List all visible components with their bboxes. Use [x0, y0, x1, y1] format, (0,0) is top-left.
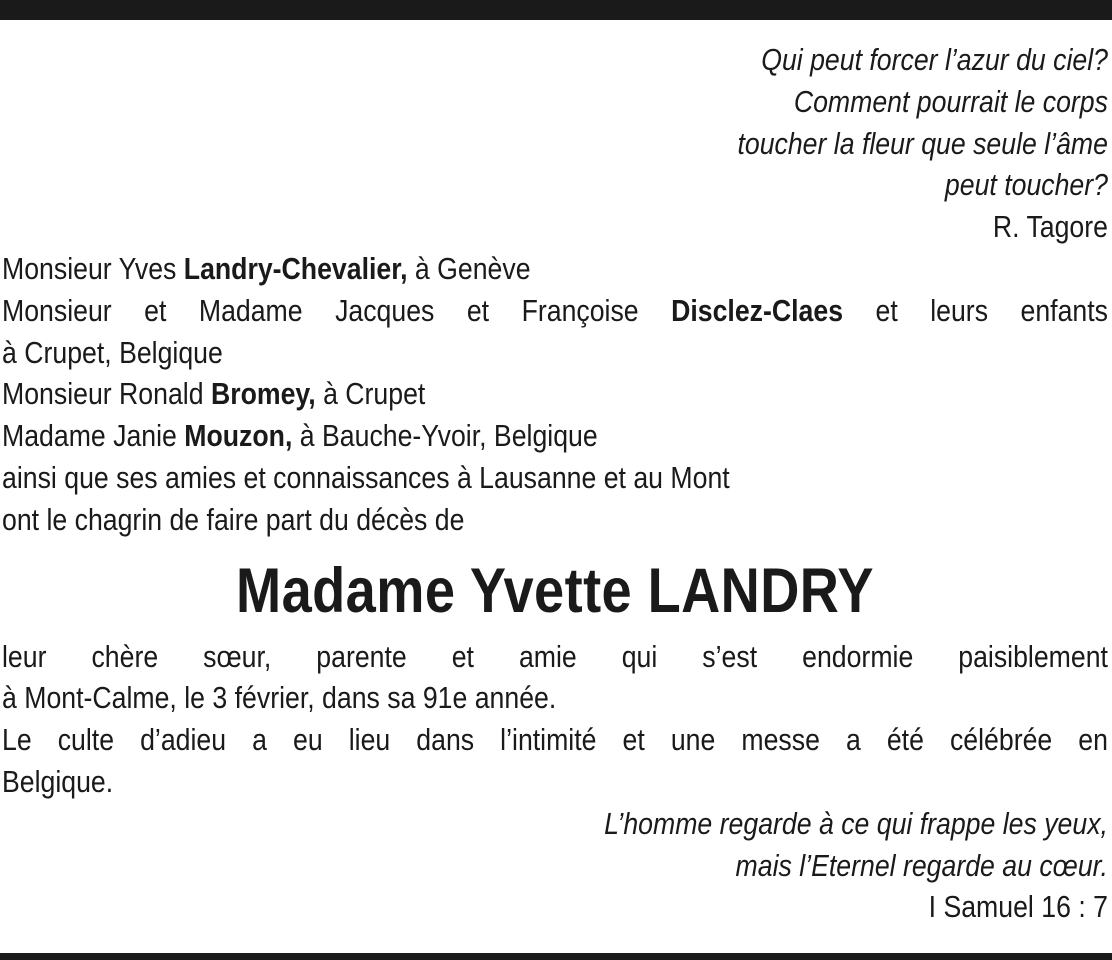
mourner-text: Madame Janie — [2, 418, 185, 454]
mourner-line — [2, 373, 1108, 415]
epigraph-line: toucher la fleur que seule l’âme — [737, 125, 1108, 161]
mourner-line — [2, 290, 1108, 332]
mourner-surname: Mouzon, — [184, 418, 293, 454]
mourner-text: à Bauche-Yvoir, Belgique — [292, 418, 598, 454]
mourner-text: Monsieur et Madame Jacques et Françoise — [2, 292, 672, 328]
mourner-text: et leurs enfants — [843, 292, 1108, 328]
epigraph-bottom — [2, 803, 1108, 928]
body-line: leur chère sœur, parente et amie qui s’est endormie paisiblement — [2, 638, 1108, 674]
epigraph-line: Comment pourrait le corps — [793, 83, 1108, 119]
mourner-line: à Crupet, Belgique — [2, 334, 223, 370]
mourners-list — [2, 248, 1108, 541]
epigraph-line: mais l’Eternel regarde au cœur. — [735, 847, 1108, 883]
deceased-name: Madame Yvette LANDRY — [236, 555, 874, 626]
mourner-line — [2, 248, 1108, 290]
epigraph-author: R. Tagore — [992, 209, 1108, 245]
mourner-text: à Genève — [407, 250, 531, 286]
epigraph-line: peut toucher? — [944, 167, 1108, 203]
mourner-line: ainsi que ses amies et connaissances à Lausanne et au Mont — [2, 459, 730, 495]
mourner-text: Monsieur Ronald — [2, 376, 211, 412]
mourner-surname: Disclez-Claes — [671, 292, 844, 328]
epigraph-line: Qui peut forcer l’azur du ciel? — [761, 42, 1108, 77]
top-rule — [0, 0, 1112, 20]
body-line: Belgique. — [2, 763, 114, 799]
mourner-surname: Landry-Chevalier, — [183, 250, 408, 286]
mourner-text: Monsieur Yves — [2, 250, 184, 286]
mourner-surname: Bromey, — [210, 376, 316, 412]
bottom-rule — [0, 953, 1112, 960]
epigraph-top — [2, 39, 1108, 248]
mourner-line: ont le chagrin de faire part du décès de — [2, 501, 465, 537]
obituary-notice — [2, 39, 1108, 928]
epigraph-reference: I Samuel 16 : 7 — [928, 889, 1108, 925]
epigraph-line: L’homme regarde à ce qui frappe les yeux, — [604, 805, 1108, 841]
body-line: à Mont-Calme, le 3 février, dans sa 91e année. — [2, 680, 557, 716]
notice-body — [2, 636, 1108, 803]
body-line: Le culte d’adieu a eu lieu dans l’intimité et une messe a été célébrée en — [2, 722, 1108, 758]
mourner-line — [2, 415, 1108, 457]
mourner-text: à Crupet — [315, 376, 426, 412]
